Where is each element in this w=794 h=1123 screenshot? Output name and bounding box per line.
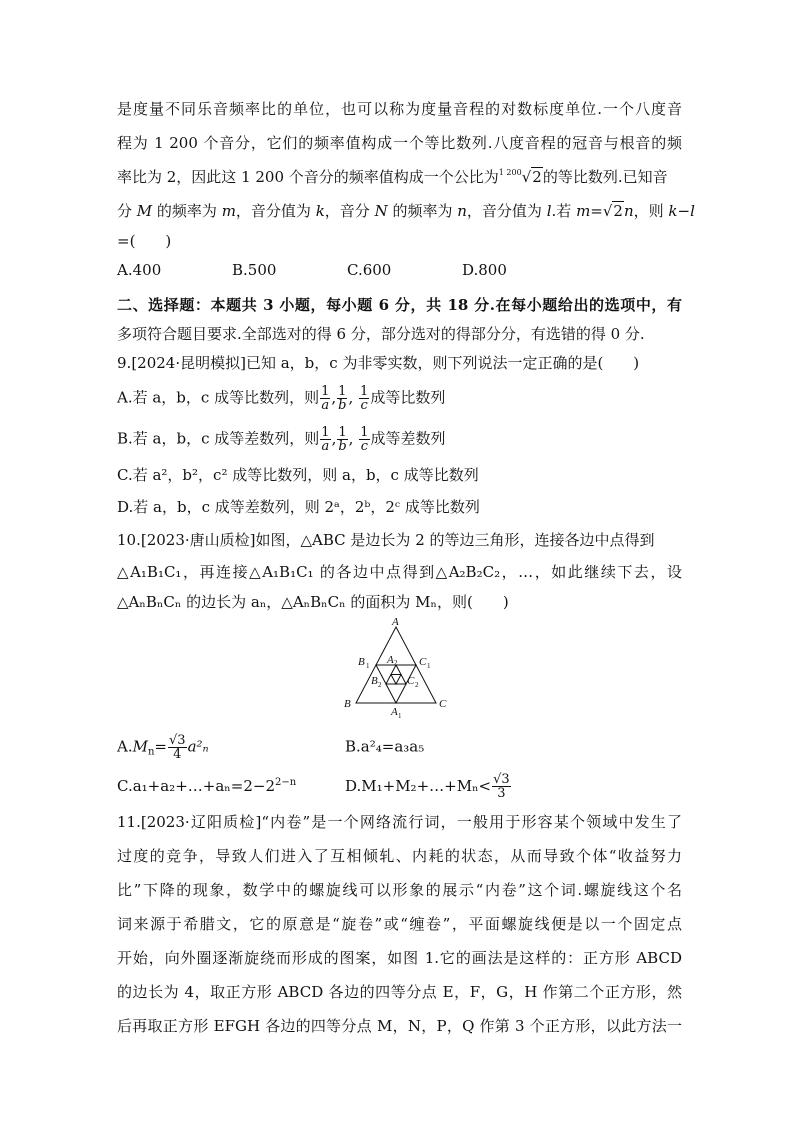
svg-text:2: 2: [415, 681, 419, 689]
q10-option-b: B.a²₄=a₃a₅: [345, 737, 425, 756]
q8-line-4: 分 M 的频率为 m，音分值为 k，音分 N 的频率为 n，音分值为 l.若 m=√2n，则 k−l: [117, 202, 695, 220]
q10-option-a: $A.M_n=$ $\frac{√3}{4}$ a²ₙ: [117, 733, 209, 762]
svg-text:1: 1: [427, 662, 431, 670]
label-c1: C: [419, 656, 427, 668]
q8-line-2: 程为 1 200 个音分，它们的频率值构成一个等比数列.八度音程的冠音与根音的频: [117, 134, 682, 152]
label-a: A: [392, 616, 399, 628]
q9-option-b: B.若 a，b，c 成等差数列，则 $\frac{1}{a}$ , $\frac{1}{b}$ , $\frac{1}{c}$ 成等差数列: [117, 425, 446, 454]
svg-text:2: 2: [394, 659, 398, 667]
q8-option-c: C.600: [347, 261, 392, 279]
svg-text:2: 2: [378, 681, 382, 689]
q8-option-a: A.400: [117, 261, 162, 279]
label-a1: A: [391, 706, 398, 718]
q10-line-2: △A₁B₁C₁，再连接△A₁B₁C₁ 的各边中点得到△A₂B₂C₂，…，如此继续下去，设: [117, 563, 682, 581]
nested-triangle-figure: [340, 612, 460, 724]
svg-text:1: 1: [366, 662, 370, 670]
label-c2: C: [407, 675, 415, 687]
svg-text:1: 1: [398, 712, 402, 720]
label-c: C: [439, 698, 447, 710]
q10-option-d: D.M₁+M₂+…+Mₙ< $\frac{√3}{3}$: [345, 772, 510, 801]
label-a2: A: [387, 654, 394, 666]
label-b2: B: [371, 675, 378, 687]
q8-line-1: 是度量不同乐音频率比的单位，也可以称为度量音程的对数标度单位.一个八度音: [117, 100, 682, 118]
q8-option-d: D.800: [462, 261, 507, 279]
section2-line-2: 多项符合题目要求.全部选对的得 6 分，部分选对的得部分分，有选错的得 0 分.: [117, 325, 645, 343]
label-b1: B: [358, 656, 365, 668]
q11-line-5: 开始，向外圈逐渐旋绕而形成的图案，如图 1.它的画法是这样的：正方形 ABCD: [117, 949, 682, 967]
q8-line-5: =( ): [117, 232, 172, 250]
q10-line-3: △AₙBₙCₙ 的边长为 aₙ，△AₙBₙCₙ 的面积为 Mₙ，则( ): [117, 593, 509, 611]
q10-options-ab: [117, 734, 682, 761]
label-b: B: [344, 698, 351, 710]
q10-option-c: $C.a_1+a_2+\dots+a_n=2-2^{2-n}$: [117, 776, 297, 795]
q8-options: [117, 260, 682, 280]
nth-root-1200: $^{1 200}$√2: [498, 168, 542, 186]
q11-line-7: 后再取正方形 EFGH 各边的四等分点 M，N，P，Q 作第 3 个正方形，以此方法一: [117, 1017, 682, 1035]
q9-option-a: A.若 a，b，c 成等比数列，则 $\frac{1}{a}$ , $\frac{1}{b}$ , $\frac{1}{c}$ 成等比数列: [117, 384, 446, 413]
q11-line-4: 词来源于希腊文，它的原意是“旋卷”或“缠卷”，平面螺旋线便是以一个固定点: [117, 915, 682, 933]
q8-option-b: B.500: [232, 261, 277, 279]
q9-option-c: C.若 a²，b²，c² 成等比数列，则 a，b，c 成等比数列: [117, 466, 479, 484]
section2-line-1: 二、选择题：本题共 3 小题，每小题 6 分，共 18 分.在每小题给出的选项中，有: [117, 296, 682, 314]
q11-line-6: 的边长为 4，取正方形 ABCD 各边的四等分点 E，F，G，H 作第二个正方形，然: [117, 983, 682, 1001]
q11-line-2: 过度的竞争，导致人们进入了互相倾轧、内耗的状态，从而导致个体“收益努力: [117, 847, 682, 865]
q9-stem: 9.[2024·昆明模拟]已知 a，b，c 为非零实数，则下列说法一定正确的是( ): [117, 354, 640, 372]
triangle-a3b3c3: [391, 675, 401, 685]
sqrt-2: √2: [602, 202, 623, 220]
q8-line-3: 率比为 2，因此这 1 200 个音分的频率值构成一个公比为$^{1 200}$√2的等比数列.已知音: [117, 168, 668, 186]
q9-option-d: D.若 a，b，c 成等差数列，则 2ᵃ，2ᵇ，2ᶜ 成等比数列: [117, 498, 480, 516]
q11-line-3: 比”下降的现象，数学中的螺旋线可以形象的展示“内卷”这个词.螺旋线这个名: [117, 881, 682, 899]
q10-line-1: 10.[2023·唐山质检]如图，△ABC 是边长为 2 的等边三角形，连接各边中点得到: [117, 531, 655, 549]
q10-options-cd: [117, 773, 682, 800]
q11-line-1: 11.[2023·辽阳质检]“内卷”是一个网络流行词，一般用于形容某个领域中发生了: [117, 813, 682, 831]
